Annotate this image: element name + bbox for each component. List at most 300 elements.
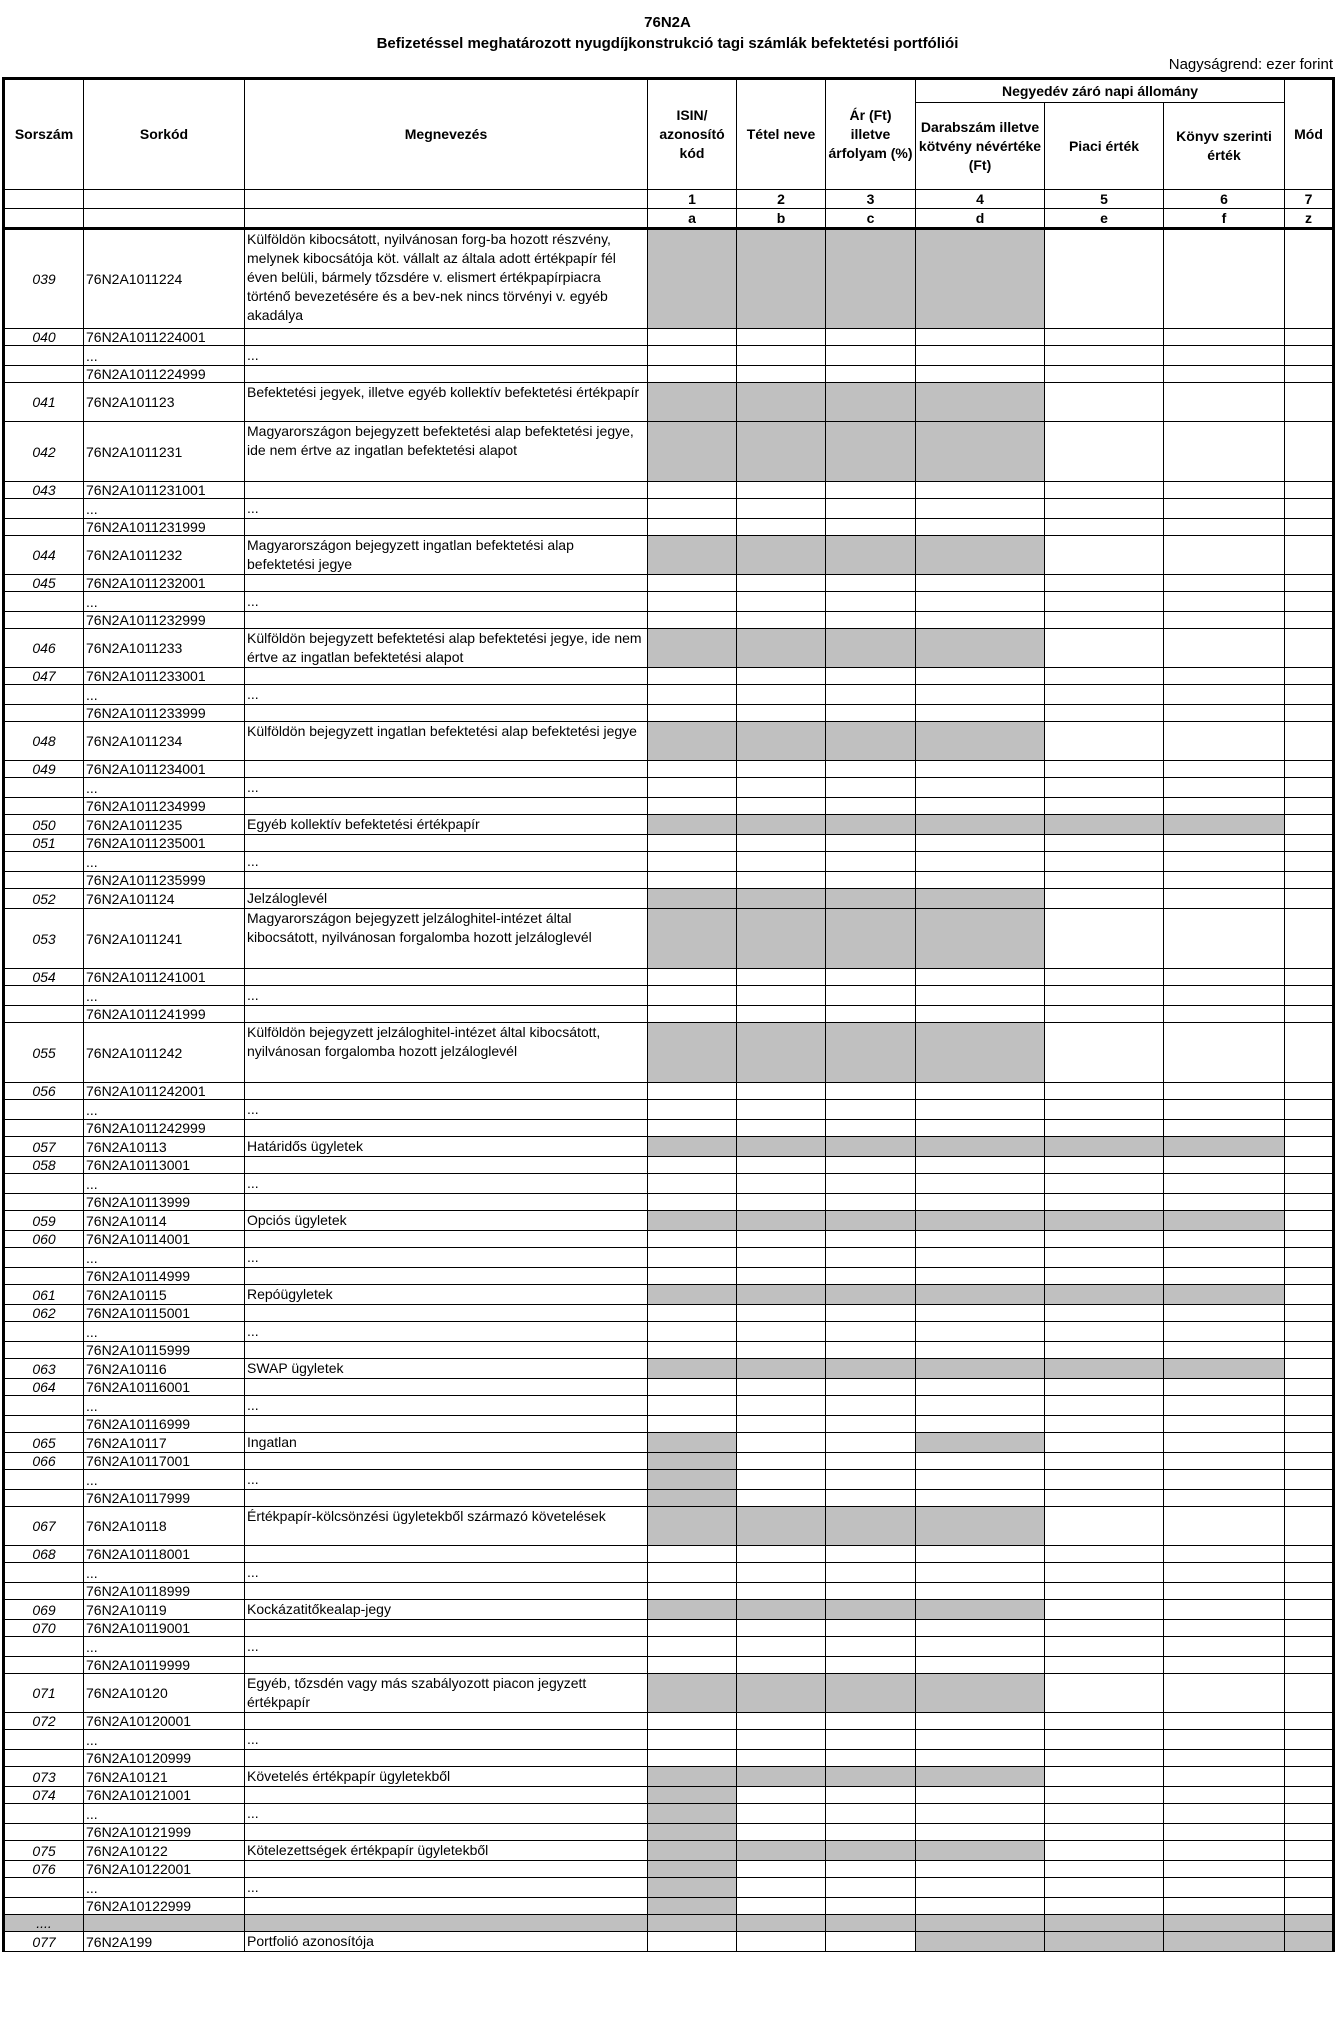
cell-d[interactable] (916, 1470, 1045, 1490)
cell-d[interactable] (916, 1322, 1045, 1342)
cell-z[interactable] (1285, 1507, 1334, 1546)
cell-e[interactable] (1045, 1713, 1164, 1730)
cell-d[interactable] (916, 1657, 1045, 1674)
cell-d[interactable] (916, 1305, 1045, 1322)
cell-e[interactable] (1045, 1194, 1164, 1211)
cell-e[interactable] (1045, 1750, 1164, 1767)
cell-a[interactable] (648, 1157, 737, 1174)
cell-z[interactable] (1285, 1006, 1334, 1023)
cell-a[interactable] (648, 969, 737, 986)
cell-f[interactable] (1164, 798, 1285, 815)
cell-d[interactable] (916, 798, 1045, 815)
cell-z[interactable] (1285, 1563, 1334, 1583)
cell-b[interactable] (737, 872, 826, 889)
cell-c[interactable] (826, 1379, 916, 1396)
cell-b[interactable] (737, 612, 826, 629)
cell-b[interactable] (737, 1713, 826, 1730)
cell-b[interactable] (737, 1120, 826, 1137)
cell-f[interactable] (1164, 1620, 1285, 1637)
cell-d[interactable] (916, 592, 1045, 612)
cell-b[interactable] (737, 1157, 826, 1174)
cell-d[interactable] (916, 668, 1045, 685)
cell-a[interactable] (648, 499, 737, 519)
cell-c[interactable] (826, 1342, 916, 1359)
cell-e[interactable] (1045, 1600, 1164, 1620)
cell-z[interactable] (1285, 482, 1334, 499)
cell-b[interactable] (737, 519, 826, 536)
cell-e[interactable] (1045, 1174, 1164, 1194)
cell-e[interactable] (1045, 229, 1164, 329)
cell-c[interactable] (826, 1620, 916, 1637)
cell-z[interactable] (1285, 1231, 1334, 1248)
cell-a[interactable] (648, 685, 737, 705)
cell-e[interactable] (1045, 1416, 1164, 1433)
cell-f[interactable] (1164, 705, 1285, 722)
cell-c[interactable] (826, 1120, 916, 1137)
cell-d[interactable] (916, 1787, 1045, 1804)
cell-z[interactable] (1285, 592, 1334, 612)
cell-b[interactable] (737, 1433, 826, 1453)
cell-e[interactable] (1045, 1433, 1164, 1453)
cell-d[interactable] (916, 1730, 1045, 1750)
cell-c[interactable] (826, 1637, 916, 1657)
cell-d[interactable] (916, 1878, 1045, 1898)
cell-d[interactable] (916, 986, 1045, 1006)
cell-a[interactable] (648, 1750, 737, 1767)
cell-b[interactable] (737, 798, 826, 815)
cell-a[interactable] (648, 1100, 737, 1120)
cell-c[interactable] (826, 1750, 916, 1767)
cell-e[interactable] (1045, 629, 1164, 668)
cell-d[interactable] (916, 1583, 1045, 1600)
cell-e[interactable] (1045, 1546, 1164, 1563)
cell-z[interactable] (1285, 1546, 1334, 1563)
cell-d[interactable] (916, 778, 1045, 798)
cell-a[interactable] (648, 482, 737, 499)
cell-c[interactable] (826, 1305, 916, 1322)
cell-e[interactable] (1045, 1841, 1164, 1861)
cell-d[interactable] (916, 499, 1045, 519)
cell-d[interactable] (916, 1157, 1045, 1174)
cell-c[interactable] (826, 705, 916, 722)
cell-c[interactable] (826, 1100, 916, 1120)
cell-f[interactable] (1164, 1248, 1285, 1268)
cell-f[interactable] (1164, 1379, 1285, 1396)
cell-f[interactable] (1164, 1546, 1285, 1563)
cell-a[interactable] (648, 1194, 737, 1211)
cell-e[interactable] (1045, 1268, 1164, 1285)
cell-e[interactable] (1045, 536, 1164, 575)
cell-a[interactable] (648, 1620, 737, 1637)
cell-e[interactable] (1045, 366, 1164, 383)
cell-a[interactable] (648, 346, 737, 366)
cell-e[interactable] (1045, 1342, 1164, 1359)
cell-z[interactable] (1285, 1841, 1334, 1861)
cell-f[interactable] (1164, 1100, 1285, 1120)
cell-z[interactable] (1285, 422, 1334, 482)
cell-e[interactable] (1045, 1157, 1164, 1174)
cell-b[interactable] (737, 1396, 826, 1416)
cell-d[interactable] (916, 969, 1045, 986)
cell-d[interactable] (916, 1490, 1045, 1507)
cell-z[interactable] (1285, 612, 1334, 629)
cell-z[interactable] (1285, 1804, 1334, 1824)
cell-a[interactable] (648, 1379, 737, 1396)
cell-a[interactable] (648, 1231, 737, 1248)
cell-b[interactable] (737, 835, 826, 852)
cell-a[interactable] (648, 592, 737, 612)
cell-c[interactable] (826, 1546, 916, 1563)
cell-c[interactable] (826, 1322, 916, 1342)
cell-e[interactable] (1045, 1120, 1164, 1137)
cell-b[interactable] (737, 1637, 826, 1657)
cell-b[interactable] (737, 1416, 826, 1433)
cell-c[interactable] (826, 1861, 916, 1878)
cell-f[interactable] (1164, 1157, 1285, 1174)
cell-b[interactable] (737, 592, 826, 612)
cell-a[interactable] (648, 612, 737, 629)
cell-d[interactable] (916, 1006, 1045, 1023)
cell-b[interactable] (737, 329, 826, 346)
cell-f[interactable] (1164, 536, 1285, 575)
cell-b[interactable] (737, 1342, 826, 1359)
cell-z[interactable] (1285, 969, 1334, 986)
cell-a[interactable] (648, 1396, 737, 1416)
cell-f[interactable] (1164, 889, 1285, 909)
cell-z[interactable] (1285, 1157, 1334, 1174)
cell-b[interactable] (737, 1194, 826, 1211)
cell-a[interactable] (648, 798, 737, 815)
cell-f[interactable] (1164, 685, 1285, 705)
cell-e[interactable] (1045, 1898, 1164, 1915)
cell-c[interactable] (826, 835, 916, 852)
cell-f[interactable] (1164, 1433, 1285, 1453)
cell-e[interactable] (1045, 1620, 1164, 1637)
cell-z[interactable] (1285, 229, 1334, 329)
cell-b[interactable] (737, 1231, 826, 1248)
cell-e[interactable] (1045, 889, 1164, 909)
cell-f[interactable] (1164, 1174, 1285, 1194)
cell-b[interactable] (737, 1174, 826, 1194)
cell-f[interactable] (1164, 1841, 1285, 1861)
cell-f[interactable] (1164, 909, 1285, 969)
cell-e[interactable] (1045, 383, 1164, 422)
cell-f[interactable] (1164, 1713, 1285, 1730)
cell-f[interactable] (1164, 629, 1285, 668)
cell-e[interactable] (1045, 1583, 1164, 1600)
cell-z[interactable] (1285, 778, 1334, 798)
cell-b[interactable] (737, 1322, 826, 1342)
cell-b[interactable] (737, 1583, 826, 1600)
cell-d[interactable] (916, 1174, 1045, 1194)
cell-f[interactable] (1164, 1787, 1285, 1804)
cell-a[interactable] (648, 835, 737, 852)
cell-b[interactable] (737, 1878, 826, 1898)
cell-d[interactable] (916, 575, 1045, 592)
cell-b[interactable] (737, 685, 826, 705)
cell-c[interactable] (826, 346, 916, 366)
cell-z[interactable] (1285, 329, 1334, 346)
cell-e[interactable] (1045, 1023, 1164, 1083)
cell-z[interactable] (1285, 909, 1334, 969)
cell-c[interactable] (826, 778, 916, 798)
cell-a[interactable] (648, 575, 737, 592)
cell-a[interactable] (648, 1305, 737, 1322)
cell-d[interactable] (916, 1120, 1045, 1137)
cell-c[interactable] (826, 852, 916, 872)
cell-z[interactable] (1285, 1268, 1334, 1285)
cell-z[interactable] (1285, 798, 1334, 815)
cell-c[interactable] (826, 761, 916, 778)
cell-a[interactable] (648, 1268, 737, 1285)
cell-z[interactable] (1285, 761, 1334, 778)
cell-c[interactable] (826, 1433, 916, 1453)
cell-b[interactable] (737, 1490, 826, 1507)
cell-f[interactable] (1164, 1730, 1285, 1750)
cell-c[interactable] (826, 668, 916, 685)
cell-z[interactable] (1285, 1490, 1334, 1507)
cell-f[interactable] (1164, 575, 1285, 592)
cell-c[interactable] (826, 482, 916, 499)
cell-c[interactable] (826, 575, 916, 592)
cell-f[interactable] (1164, 1898, 1285, 1915)
cell-a[interactable] (648, 1657, 737, 1674)
cell-b[interactable] (737, 1470, 826, 1490)
cell-e[interactable] (1045, 778, 1164, 798)
cell-b[interactable] (737, 1379, 826, 1396)
cell-z[interactable] (1285, 1583, 1334, 1600)
cell-a[interactable] (648, 366, 737, 383)
cell-e[interactable] (1045, 346, 1164, 366)
cell-z[interactable] (1285, 1637, 1334, 1657)
cell-d[interactable] (916, 482, 1045, 499)
cell-z[interactable] (1285, 1194, 1334, 1211)
cell-e[interactable] (1045, 835, 1164, 852)
cell-a[interactable] (648, 761, 737, 778)
cell-d[interactable] (916, 1898, 1045, 1915)
cell-z[interactable] (1285, 1657, 1334, 1674)
cell-b[interactable] (737, 778, 826, 798)
cell-c[interactable] (826, 1490, 916, 1507)
cell-d[interactable] (916, 872, 1045, 889)
cell-z[interactable] (1285, 1396, 1334, 1416)
cell-a[interactable] (648, 1546, 737, 1563)
cell-f[interactable] (1164, 1083, 1285, 1100)
cell-c[interactable] (826, 1804, 916, 1824)
cell-z[interactable] (1285, 815, 1334, 835)
cell-e[interactable] (1045, 1657, 1164, 1674)
cell-f[interactable] (1164, 668, 1285, 685)
cell-a[interactable] (648, 1730, 737, 1750)
cell-c[interactable] (826, 1083, 916, 1100)
cell-d[interactable] (916, 519, 1045, 536)
cell-f[interactable] (1164, 229, 1285, 329)
cell-e[interactable] (1045, 909, 1164, 969)
cell-c[interactable] (826, 1824, 916, 1841)
cell-f[interactable] (1164, 1767, 1285, 1787)
cell-e[interactable] (1045, 685, 1164, 705)
cell-z[interactable] (1285, 986, 1334, 1006)
cell-c[interactable] (826, 366, 916, 383)
cell-b[interactable] (737, 1750, 826, 1767)
cell-a[interactable] (648, 778, 737, 798)
cell-z[interactable] (1285, 1713, 1334, 1730)
cell-e[interactable] (1045, 1379, 1164, 1396)
cell-z[interactable] (1285, 1342, 1334, 1359)
cell-b[interactable] (737, 575, 826, 592)
cell-e[interactable] (1045, 722, 1164, 761)
cell-z[interactable] (1285, 1470, 1334, 1490)
cell-e[interactable] (1045, 1787, 1164, 1804)
cell-d[interactable] (916, 1268, 1045, 1285)
cell-c[interactable] (826, 519, 916, 536)
cell-a[interactable] (648, 1563, 737, 1583)
cell-z[interactable] (1285, 1878, 1334, 1898)
cell-d[interactable] (916, 685, 1045, 705)
cell-e[interactable] (1045, 422, 1164, 482)
cell-z[interactable] (1285, 1416, 1334, 1433)
cell-e[interactable] (1045, 1083, 1164, 1100)
cell-e[interactable] (1045, 668, 1164, 685)
cell-f[interactable] (1164, 1470, 1285, 1490)
cell-b[interactable] (737, 1861, 826, 1878)
cell-z[interactable] (1285, 1359, 1334, 1379)
cell-z[interactable] (1285, 1083, 1334, 1100)
cell-e[interactable] (1045, 499, 1164, 519)
cell-c[interactable] (826, 798, 916, 815)
cell-f[interactable] (1164, 1824, 1285, 1841)
cell-f[interactable] (1164, 499, 1285, 519)
cell-c[interactable] (826, 1231, 916, 1248)
cell-z[interactable] (1285, 1305, 1334, 1322)
cell-e[interactable] (1045, 1804, 1164, 1824)
cell-f[interactable] (1164, 383, 1285, 422)
cell-z[interactable] (1285, 575, 1334, 592)
cell-f[interactable] (1164, 1416, 1285, 1433)
cell-f[interactable] (1164, 1563, 1285, 1583)
cell-e[interactable] (1045, 1453, 1164, 1470)
cell-z[interactable] (1285, 1433, 1334, 1453)
cell-c[interactable] (826, 969, 916, 986)
cell-f[interactable] (1164, 1490, 1285, 1507)
cell-z[interactable] (1285, 1898, 1334, 1915)
cell-z[interactable] (1285, 1730, 1334, 1750)
cell-d[interactable] (916, 366, 1045, 383)
cell-e[interactable] (1045, 612, 1164, 629)
cell-z[interactable] (1285, 1023, 1334, 1083)
cell-b[interactable] (737, 1083, 826, 1100)
cell-f[interactable] (1164, 1231, 1285, 1248)
cell-b[interactable] (737, 1100, 826, 1120)
cell-c[interactable] (826, 1657, 916, 1674)
cell-b[interactable] (737, 1804, 826, 1824)
cell-z[interactable] (1285, 1137, 1334, 1157)
cell-b[interactable] (737, 1932, 826, 1952)
cell-e[interactable] (1045, 705, 1164, 722)
cell-z[interactable] (1285, 1100, 1334, 1120)
cell-b[interactable] (737, 366, 826, 383)
cell-e[interactable] (1045, 1563, 1164, 1583)
cell-c[interactable] (826, 592, 916, 612)
cell-d[interactable] (916, 612, 1045, 629)
cell-f[interactable] (1164, 366, 1285, 383)
cell-f[interactable] (1164, 835, 1285, 852)
cell-d[interactable] (916, 1248, 1045, 1268)
cell-d[interactable] (916, 1453, 1045, 1470)
cell-e[interactable] (1045, 1878, 1164, 1898)
cell-c[interactable] (826, 1194, 916, 1211)
cell-e[interactable] (1045, 969, 1164, 986)
cell-f[interactable] (1164, 1322, 1285, 1342)
cell-a[interactable] (648, 1342, 737, 1359)
cell-b[interactable] (737, 1546, 826, 1563)
cell-b[interactable] (737, 852, 826, 872)
cell-f[interactable] (1164, 1878, 1285, 1898)
cell-b[interactable] (737, 705, 826, 722)
cell-f[interactable] (1164, 1194, 1285, 1211)
cell-b[interactable] (737, 1248, 826, 1268)
cell-f[interactable] (1164, 969, 1285, 986)
cell-z[interactable] (1285, 889, 1334, 909)
cell-b[interactable] (737, 1898, 826, 1915)
cell-e[interactable] (1045, 1231, 1164, 1248)
cell-z[interactable] (1285, 1453, 1334, 1470)
cell-z[interactable] (1285, 1211, 1334, 1231)
cell-z[interactable] (1285, 519, 1334, 536)
cell-b[interactable] (737, 1268, 826, 1285)
cell-e[interactable] (1045, 1322, 1164, 1342)
cell-d[interactable] (916, 761, 1045, 778)
cell-e[interactable] (1045, 482, 1164, 499)
cell-c[interactable] (826, 1713, 916, 1730)
cell-c[interactable] (826, 1268, 916, 1285)
cell-f[interactable] (1164, 1453, 1285, 1470)
cell-f[interactable] (1164, 1507, 1285, 1546)
cell-z[interactable] (1285, 383, 1334, 422)
cell-f[interactable] (1164, 1657, 1285, 1674)
cell-z[interactable] (1285, 1285, 1334, 1305)
cell-e[interactable] (1045, 592, 1164, 612)
cell-c[interactable] (826, 1878, 916, 1898)
cell-a[interactable] (648, 1416, 737, 1433)
cell-f[interactable] (1164, 519, 1285, 536)
cell-a[interactable] (648, 986, 737, 1006)
cell-e[interactable] (1045, 1824, 1164, 1841)
cell-d[interactable] (916, 1416, 1045, 1433)
cell-c[interactable] (826, 1396, 916, 1416)
cell-a[interactable] (648, 872, 737, 889)
cell-b[interactable] (737, 499, 826, 519)
cell-b[interactable] (737, 1006, 826, 1023)
cell-b[interactable] (737, 482, 826, 499)
cell-d[interactable] (916, 705, 1045, 722)
cell-z[interactable] (1285, 1767, 1334, 1787)
cell-c[interactable] (826, 1453, 916, 1470)
cell-f[interactable] (1164, 722, 1285, 761)
cell-c[interactable] (826, 1416, 916, 1433)
cell-c[interactable] (826, 1583, 916, 1600)
cell-e[interactable] (1045, 519, 1164, 536)
cell-b[interactable] (737, 1657, 826, 1674)
cell-z[interactable] (1285, 722, 1334, 761)
cell-d[interactable] (916, 1546, 1045, 1563)
cell-a[interactable] (648, 1174, 737, 1194)
cell-e[interactable] (1045, 1470, 1164, 1490)
cell-a[interactable] (648, 1583, 737, 1600)
cell-z[interactable] (1285, 705, 1334, 722)
cell-e[interactable] (1045, 798, 1164, 815)
cell-f[interactable] (1164, 761, 1285, 778)
